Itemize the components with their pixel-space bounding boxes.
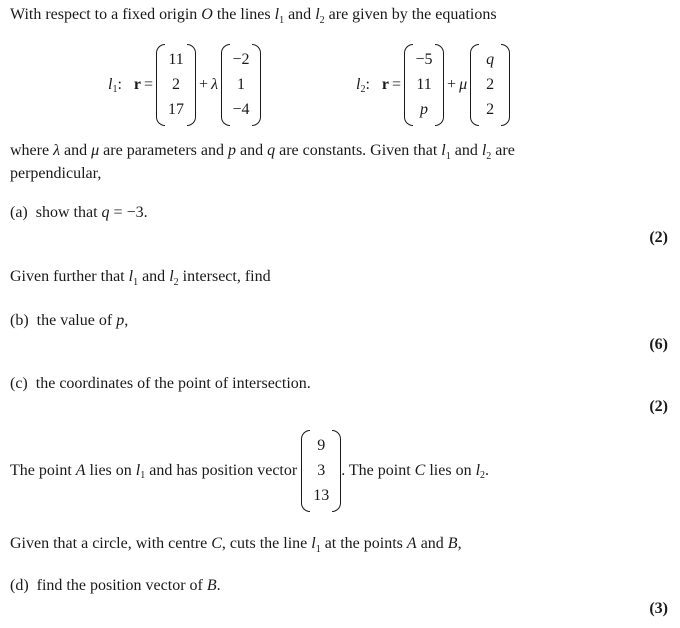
intro-line: With respect to a fixed origin O the lines $l_1$ and $l_2$ are given by the equations [10, 6, 497, 26]
part-c-marks: (2) [649, 398, 668, 415]
part-a: (a) show that q = −3. [10, 204, 148, 221]
part-d-marks: (3) [649, 600, 668, 617]
given-intersect: Given further that $l_1$ and $l_2$ intersect, find [10, 268, 271, 288]
part-d: (d) find the position vector of B. [10, 577, 221, 594]
part-c: (c) the coordinates of the point of intersection. [10, 375, 311, 392]
point-a-vector: 9 3 13 [301, 430, 341, 512]
l1-position-vector: 11 2 17 [156, 44, 196, 126]
circle-line: Given that a circle, with centre C, cuts the line $l_1$ at the points A and B, [10, 535, 462, 555]
l2-direction-vector: q 2 2 [470, 44, 510, 126]
where-paragraph: where λ and μ are parameters and p and q are constants. Given that $l_1$ and $l_2$ are perpendicular, [10, 142, 515, 182]
part-b: (b) the value of p, [10, 312, 129, 329]
part-a-marks: (2) [649, 229, 668, 246]
l2-position-vector: −5 11 p [404, 44, 444, 126]
line-l2-equation: l 2 : r = −5 11 p + μ q 2 2 [356, 42, 510, 128]
point-a-line: The point A lies on l 1 and has position vector 9 3 13 . The point C lies on l 2 . [10, 428, 489, 514]
part-b-marks: (6) [649, 336, 668, 353]
l1-direction-vector: −2 1 −4 [221, 44, 261, 126]
line-l1-equation: l 1 : r = 11 2 17 + λ −2 1 −4 [108, 42, 261, 128]
